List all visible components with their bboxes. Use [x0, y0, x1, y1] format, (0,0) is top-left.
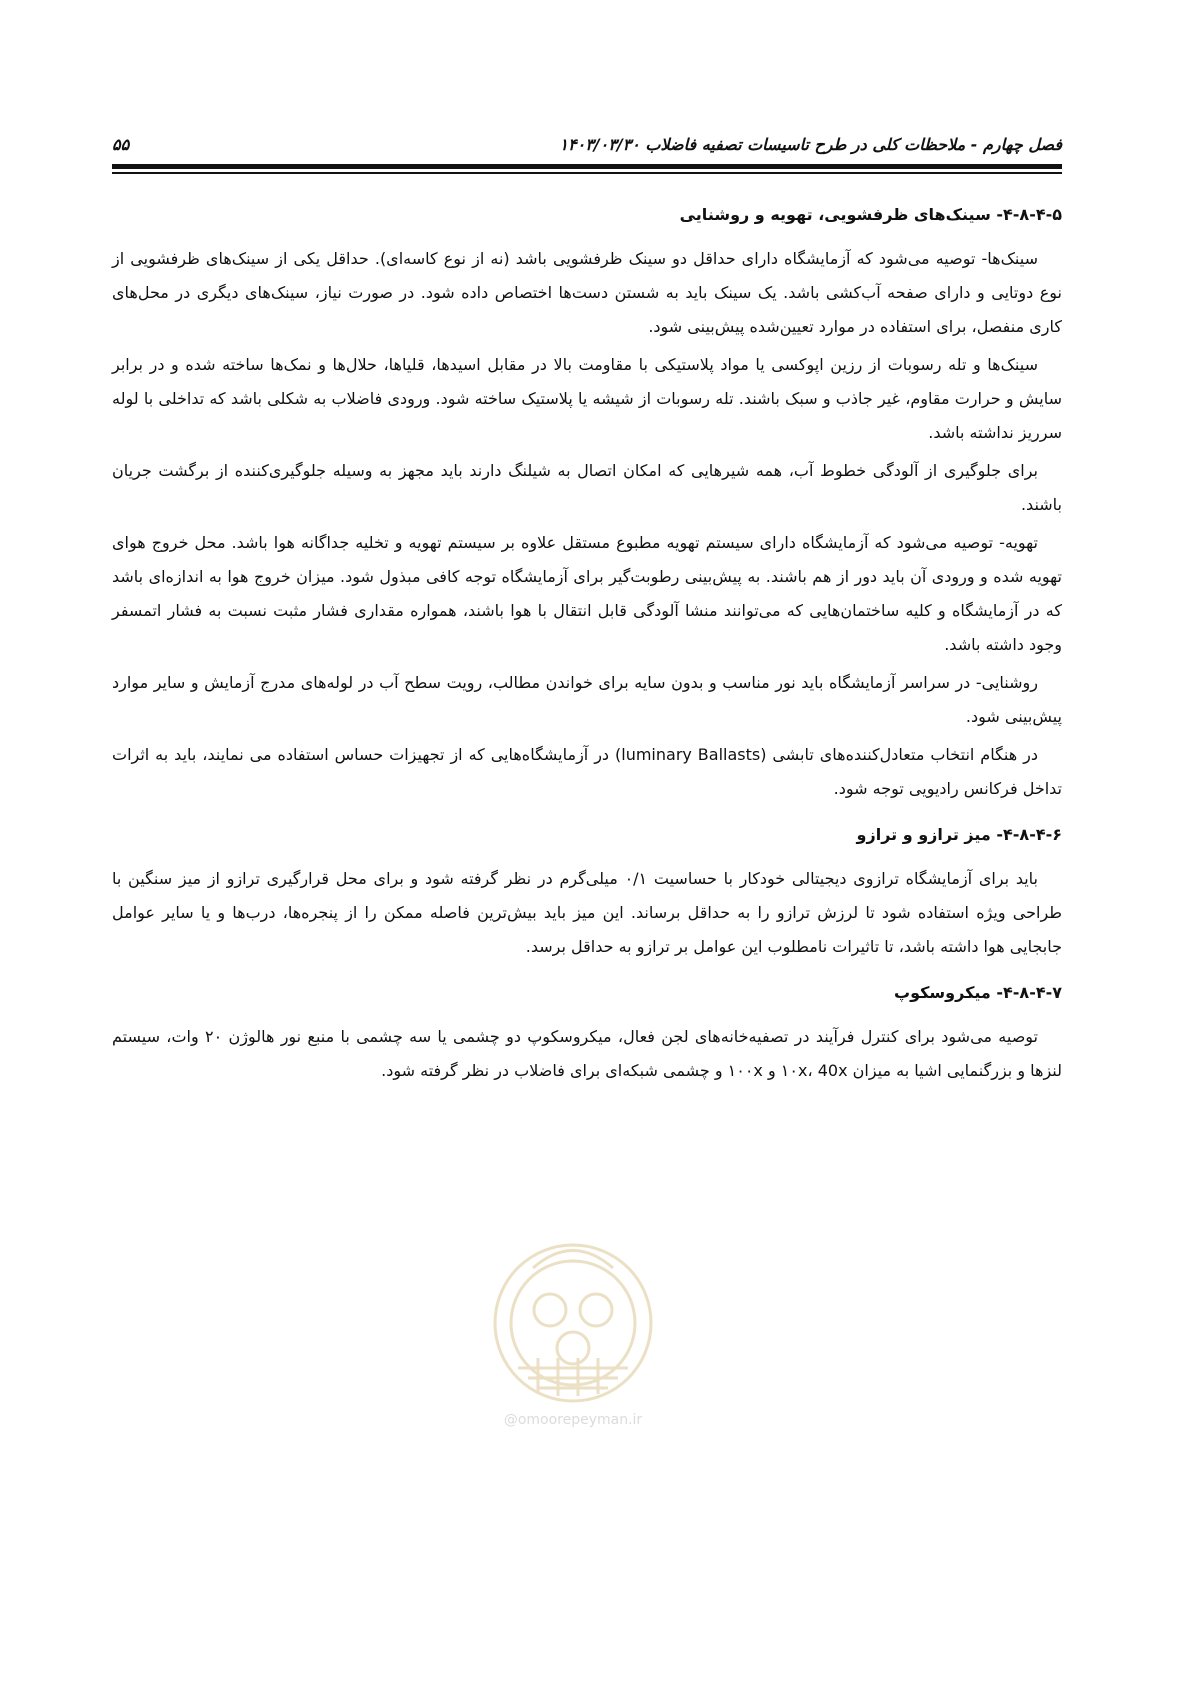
page-number: ۵۵ — [112, 135, 130, 154]
section-sinks-ventilation-lighting — [112, 200, 1062, 806]
paragraph: تهویه- توصیه می‌شود که آزمایشگاه دارای سیستم تهویه مطبوع مستقل علاوه بر سیستم تهویه و تخلیه جداگانه هوا باشد. محل خروج هوای تهویه شده و ورودی آن باید دور از هم باشند. به پیش‌بینی رطوبت‌گیر برای آزمایشگاه توجه کافی مبذول شود. میزان خروج هوا به اندازه‌ای باشد که در آزمایشگاه و کلیه ساختمان‌هایی که می‌توانند منشا آلودگی قابل انتقال با هوا باشند، همواره مقداری فشار مثبت نسبت به فشار اتمسفر وجود داشته باشد. — [112, 532, 1062, 654]
paragraph: برای جلوگیری از آلودگی خطوط آب، همه شیرهایی که امکان اتصال به شیلنگ دارند باید مجهز به وسیله جلوگیری‌کننده از برگشت جریان باشند. — [112, 460, 1062, 514]
header-rule-thin — [112, 172, 1062, 174]
section-heading: ۴-۸-۴-۵- سینک‌های ظرفشویی، تهویه و روشنایی — [679, 204, 1062, 224]
paragraph: سینک‌ها و تله رسوبات از رزین اپوکسی یا مواد پلاستیکی با مقاومت بالا در مقابل اسیدها، قلیاها، حلال‌ها و نمک‌ها ساخته شده و در برابر سایش و حرارت مقاوم، غیر جاذب و سبک باشند. تله رسوبات از شیشه یا پلاستیک ساخته شود. ورودی فاضلاب به شکلی باشد که تداخلی با لوله سرریز نداشته باشد. — [112, 354, 1062, 442]
section-balance-table — [112, 820, 1062, 964]
paragraph: باید برای آزمایشگاه ترازوی دیجیتالی خودکار با حساسیت ۰/۱ میلی‌گرم در نظر گرفته شود و برای محل قرارگیری ترازو از میز سنگین با طراحی ویژه استفاده شود تا لرزش ترازو را به حداقل برساند. این میز باید بیش‌ترین فاصله ممکن را از پنجره‌ها، درب‌ها و یا سایر عوامل جابجایی هوا داشته باشد، تا تاثیرات نامطلوب این عوامل بر ترازو به حداقل برسد. — [112, 868, 1062, 956]
page-header — [112, 128, 1062, 154]
watermark — [478, 1228, 668, 1428]
document-body — [112, 200, 1062, 1088]
document-page — [112, 128, 1062, 1092]
paragraph: توصیه می‌شود برای کنترل فرآیند در تصفیه‌خانه‌های لجن فعال، میکروسکوپ دو چشمی یا سه چشمی با منبع نور هالوژن ۲۰ وات، سیستم لنزها و بزرگنمایی اشیا به میزان ۱۰x، 40x و ۱۰۰x و چشمی شبکه‌ای برای فاضلاب در نظر گرفته شود. — [112, 1026, 1062, 1080]
section-heading: ۴-۸-۴-۶- میز ترازو و ترازو — [856, 824, 1062, 844]
watermark-site: @omoorepeyman.ir — [503, 1412, 643, 1428]
section-heading: ۴-۸-۴-۷- میکروسکوپ — [894, 982, 1062, 1002]
header-rule-thick — [112, 164, 1062, 169]
header-title: فصل چهارم - ملاحظات کلی در طرح تاسیسات تصفیه فاضلاب ۱۴۰۳/۰۳/۳۰ — [559, 135, 1062, 154]
paragraph: در هنگام انتخاب متعادل‌کننده‌های تابشی (luminary Ballasts) در آزمایشگاه‌هایی که از تجهیزات حساس استفاده می نمایند، باید به اثرات تداخل فرکانس رادیویی توجه شود. — [112, 744, 1062, 798]
section-microscope — [112, 978, 1062, 1088]
paragraph: روشنایی- در سراسر آزمایشگاه باید نور مناسب و بدون سایه برای خواندن مطالب، رویت سطح آب در لوله‌های مدرج آزمایش و سایر موارد پیش‌بینی شود. — [112, 672, 1062, 726]
watermark-seal-icon — [478, 1228, 668, 1408]
paragraph: سینک‌ها- توصیه می‌شود که آزمایشگاه دارای حداقل دو سینک ظرفشویی باشد (نه از نوع کاسه‌ای). حداقل یکی از سینک‌های ظرفشویی از نوع دوتایی و دارای صفحه آب‌کشی باشد. یک سینک باید به شستن دست‌ها اختصاص داده شود. در صورت نیاز، سینک‌های دیگری در محل‌های کاری منفصل، برای استفاده در موارد تعیین‌شده پیش‌بینی شود. — [112, 248, 1062, 336]
